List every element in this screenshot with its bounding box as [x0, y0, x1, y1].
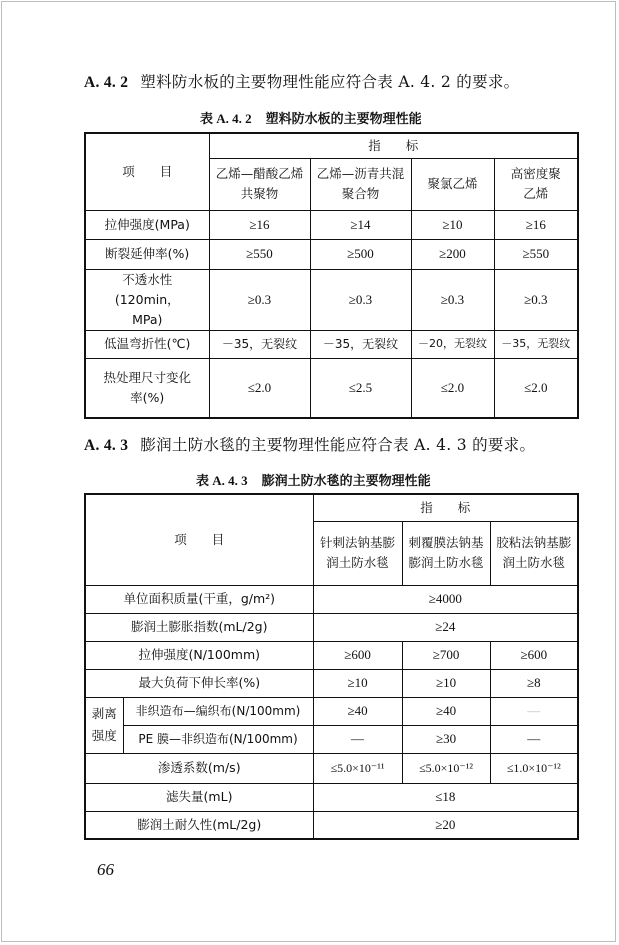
- cell-value: ≤2.0: [209, 358, 310, 418]
- column-header: 乙烯—醋酸乙烯共聚物: [209, 158, 310, 210]
- column-header: 针刺法钠基膨润土防水毯: [313, 521, 402, 585]
- row-label: 最大负荷下伸长率(%): [85, 669, 313, 697]
- column-header: 刺覆膜法钠基膨润土防水毯: [402, 521, 490, 585]
- section-text: 塑料防水板的主要物理性能应符合表 A. 4. 2 的要求。: [140, 73, 520, 91]
- cell-value: —: [490, 725, 578, 753]
- cell-value: ≥500: [310, 239, 411, 269]
- cell-value: ≥16: [209, 210, 310, 239]
- cell-value: ≤5.0×10⁻¹²: [402, 753, 490, 783]
- section-text: 膨润土防水毯的主要物理性能应符合表 A. 4. 3 的要求。: [140, 436, 536, 454]
- cell-value: ≥14: [310, 210, 411, 239]
- section-number: A. 4. 3: [84, 437, 129, 454]
- column-header: 胶粘法钠基膨润土防水毯: [490, 521, 578, 585]
- cell-value: ≤18: [313, 783, 578, 811]
- table-row: [85, 613, 578, 641]
- cell-value: —: [313, 725, 402, 753]
- cell-value: ≥10: [313, 669, 402, 697]
- row-label: 拉伸强度(MPa): [85, 210, 209, 239]
- row-label: PE 膜—非织造布(N/100mm): [123, 725, 313, 753]
- cell-value: ≥550: [494, 239, 578, 269]
- table-a43: [84, 493, 579, 840]
- cell-value: ≥40: [402, 697, 490, 725]
- table-row: [85, 210, 578, 239]
- cell-value: ≥20: [313, 811, 578, 839]
- cell-value: ≥16: [494, 210, 578, 239]
- cell-value: ≤5.0×10⁻¹¹: [313, 753, 402, 783]
- table-row: [85, 358, 578, 418]
- cell-value: ≥10: [402, 669, 490, 697]
- row-label: 非织造布—编织布(N/100mm): [123, 697, 313, 725]
- cell-value: ≥24: [313, 613, 578, 641]
- indicator-header: 指 标: [313, 494, 578, 521]
- cell-value: ≥10: [411, 210, 494, 239]
- section-heading-a42: [84, 70, 519, 92]
- table-row: [85, 783, 578, 811]
- cell-value: ≥700: [402, 641, 490, 669]
- cell-value: －35，无裂纹: [494, 330, 578, 358]
- column-header: 聚氯乙烯: [411, 158, 494, 210]
- section-number: A. 4. 2: [84, 74, 129, 91]
- cell-value: －35，无裂纹: [310, 330, 411, 358]
- cell-value: ≥40: [313, 697, 402, 725]
- caption-title: 塑料防水板的主要物理性能: [265, 112, 422, 127]
- table-row: [85, 725, 578, 753]
- table-row: [85, 811, 578, 839]
- caption-title: 膨润土防水毯的主要物理性能: [261, 474, 431, 489]
- cell-value: ≤2.0: [411, 358, 494, 418]
- row-label: 拉伸强度(N/100mm): [85, 641, 313, 669]
- row-label: 单位面积质量(干重，g/m²): [85, 585, 313, 613]
- indicator-header: 指 标: [209, 133, 578, 158]
- cell-value: ≤2.5: [310, 358, 411, 418]
- cell-value: ≥8: [490, 669, 578, 697]
- cell-value: ≥0.3: [494, 269, 578, 330]
- peel-strength-label: 剥离强度: [85, 697, 123, 753]
- cell-value: ≥200: [411, 239, 494, 269]
- cell-value: ≥0.3: [310, 269, 411, 330]
- table-row: [85, 753, 578, 783]
- table-caption-a42: [200, 108, 422, 127]
- row-label: 渗透系数(m/s): [85, 753, 313, 783]
- item-header: 项 目: [85, 494, 313, 585]
- column-header: 高密度聚乙烯: [494, 158, 578, 210]
- cell-value: ≥4000: [313, 585, 578, 613]
- cell-value: ≥0.3: [411, 269, 494, 330]
- cell-value: ≤2.0: [494, 358, 578, 418]
- row-label: 热处理尺寸变化率(%): [85, 358, 209, 418]
- cell-value: —: [490, 697, 578, 725]
- table-row: [85, 330, 578, 358]
- item-header: 项 目: [85, 133, 209, 210]
- table-row: [85, 269, 578, 330]
- table-row: [85, 669, 578, 697]
- table-row: [85, 697, 578, 725]
- table-a42: [84, 132, 579, 419]
- row-label: 膨润土膨胀指数(mL/2g): [85, 613, 313, 641]
- row-label: 低温弯折性(℃): [85, 330, 209, 358]
- cell-value: ≥600: [313, 641, 402, 669]
- table-row: [85, 585, 578, 613]
- cell-value: ≥0.3: [209, 269, 310, 330]
- row-label: 不透水性(120min，MPa): [85, 269, 209, 330]
- table-row: [85, 641, 578, 669]
- caption-number: 表 A. 4. 2: [200, 111, 252, 126]
- row-label: 断裂延伸率(%): [85, 239, 209, 269]
- cell-value: ≤1.0×10⁻¹²: [490, 753, 578, 783]
- column-header: 乙烯—沥青共混聚合物: [310, 158, 411, 210]
- cell-value: －20，无裂纹: [411, 330, 494, 358]
- section-heading-a43: [84, 433, 535, 455]
- row-label: 滤失量(mL): [85, 783, 313, 811]
- page-number: 66: [97, 860, 114, 879]
- caption-number: 表 A. 4. 3: [196, 473, 248, 488]
- cell-value: －35，无裂纹: [209, 330, 310, 358]
- cell-value: ≥550: [209, 239, 310, 269]
- row-label: 膨润土耐久性(mL/2g): [85, 811, 313, 839]
- cell-value: ≥30: [402, 725, 490, 753]
- cell-value: ≥600: [490, 641, 578, 669]
- table-caption-a43: [196, 470, 431, 489]
- table-row: [85, 239, 578, 269]
